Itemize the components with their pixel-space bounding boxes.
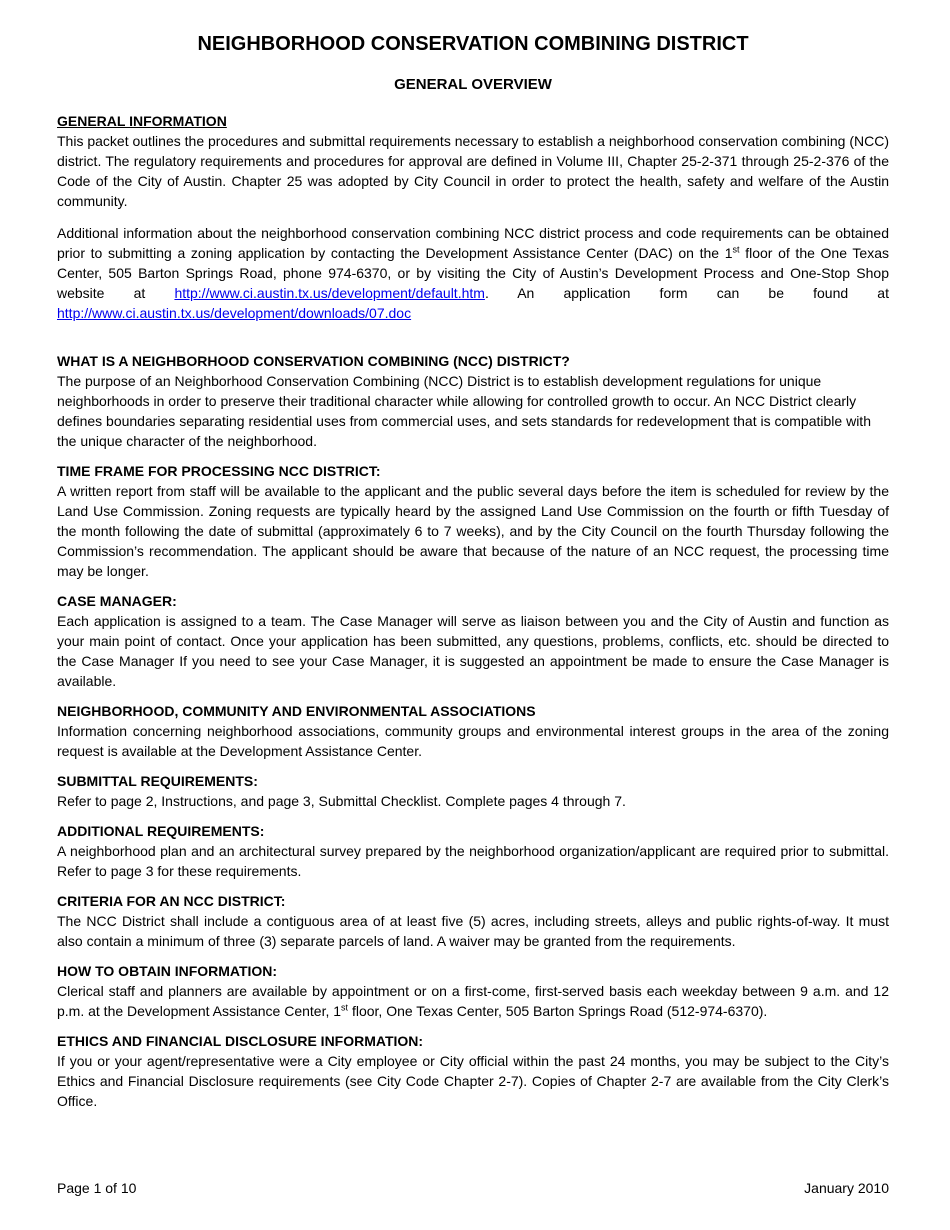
paragraph: Refer to page 2, Instructions, and page 3, Submittal Checklist. Complete pages 4 through 7. — [57, 793, 626, 809]
paragraph: Information concerning neighborhood associations, community groups and environmental interest groups in the area of the zoning request is available at the Development Assistance Center. — [57, 723, 889, 759]
section-heading-how-to-obtain-information: HOW TO OBTAIN INFORMATION: — [57, 963, 278, 979]
section-heading-case-manager: CASE MANAGER: — [57, 593, 177, 609]
section-heading-ethics-disclosure: ETHICS AND FINANCIAL DISCLOSURE INFORMATION: — [57, 1033, 424, 1049]
superscript: st — [341, 1002, 349, 1013]
section-how-to-obtain-information — [57, 961, 889, 1021]
section-time-frame — [57, 461, 889, 581]
section-heading-criteria: CRITERIA FOR AN NCC DISTRICT: — [57, 893, 286, 909]
section-ethics-disclosure — [57, 1031, 889, 1111]
paragraph: A neighborhood plan and an architectural survey prepared by the neighborhood organization/applicant are required prior to submittal. Refer to page 3 for these requirements. — [57, 843, 889, 879]
section-heading-submittal-requirements: SUBMITTAL REQUIREMENTS: — [57, 773, 258, 789]
footer-page-number: Page 1 of 10 — [57, 1180, 137, 1196]
section-criteria — [57, 891, 889, 951]
section-heading-associations: NEIGHBORHOOD, COMMUNITY AND ENVIRONMENTAL ASSOCIATIONS — [57, 703, 536, 719]
paragraph: This packet outlines the procedures and submittal requirements necessary to establish a neighborhood conservation combining (NCC) district. The regulatory requirements and procedures for approval are defined in Volume III, Chapter 25-2-371 through 25-2-376 of the Code of the City of Austin. Chapter 25 was adopted by City Council in order to protect the health, safety and welfare of the Austin community. — [57, 133, 889, 209]
section-heading-additional-requirements: ADDITIONAL REQUIREMENTS: — [57, 823, 265, 839]
hyperlink[interactable]: http://www.ci.austin.tx.us/development/default.htm — [174, 285, 485, 301]
section-what-is-ncc-district — [57, 351, 889, 451]
section-heading-general-information: GENERAL INFORMATION — [57, 113, 227, 129]
hyperlink[interactable]: http://www.ci.austin.tx.us/development/downloads/07.doc — [57, 305, 412, 321]
section-case-manager — [57, 591, 889, 691]
section-heading-time-frame: TIME FRAME FOR PROCESSING NCC DISTRICT: — [57, 463, 381, 479]
section-heading-what-is-ncc-district: WHAT IS A NEIGHBORHOOD CONSERVATION COMBINING (NCC) DISTRICT? — [57, 353, 570, 369]
paragraph: The NCC District shall include a contiguous area of at least five (5) acres, including streets, alleys and public rights-of-way. It must also contain a minimum of three (3) separate parcels of land. A waiver may be granted from the requirements. — [57, 913, 889, 949]
section-associations — [57, 701, 889, 761]
section-general-information — [57, 111, 889, 323]
paragraph: If you or your agent/representative were a City employee or City official within the past 24 months, you may be subject to the City’s Ethics and Financial Disclosure requirements (see City Code Chapter 2-7). Copies of Chapter 2-7 are available from the City Clerk’s Office. — [57, 1053, 889, 1109]
section-submittal-requirements — [57, 771, 889, 811]
paragraph: Each application is assigned to a team. The Case Manager will serve as liaison between you and the City of Austin and function as your main point of contact. Once your application has been submitted, any questions, problems, conflicts, etc. should be directed to the Case Manager If you need to see your Case Manager, it is suggested an appointment be made to ensure the Case Manager is available. — [57, 613, 889, 689]
paragraph: Additional information about the neighborhood conservation combining NCC district process and code requirements can be obtained prior to submitting a zoning application by contacting the Development Assistance Center (DAC) on the 1st floor of the One Texas Center, 505 Barton Springs Road, phone 974-6370, or by visiting the City of Austin’s Development Process and One-Stop Shop website at http://www.ci.austin.tx.us/development/default.htm. An application form can be found at http://www.ci.austin.tx.us/development/downloads/07.doc — [57, 225, 889, 321]
page-footer — [57, 1178, 889, 1198]
paragraph: The purpose of an Neighborhood Conservation Combining (NCC) District is to establish development regulations for unique neighborhoods in order to preserve their traditional character while allowing for controlled growth to occur. An NCC District clearly defines boundaries separating residential uses from commercial uses, and sets standards for redevelopment that is compatible with the unique character of the neighborhood. — [57, 373, 871, 449]
section-additional-requirements — [57, 821, 889, 881]
document-subtitle: GENERAL OVERVIEW — [394, 76, 552, 93]
superscript: st — [732, 244, 740, 255]
footer-date: January 2010 — [804, 1180, 889, 1196]
paragraph: Clerical staff and planners are available by appointment or on a first-come, first-served basis each weekday between 9 a.m. and 12 p.m. at the Development Assistance Center, 1st floor, One Texas Center, 505 Barton Springs Road (512-974-6370). — [57, 983, 889, 1019]
document-title: NEIGHBORHOOD CONSERVATION COMBINING DISTRICT — [197, 33, 749, 55]
paragraph: A written report from staff will be available to the applicant and the public several days before the item is scheduled for review by the Land Use Commission. Zoning requests are typically heard by the assigned Land Use Commission on the fourth or fifth Tuesday of the month following the date of submittal (approximately 6 to 7 weeks), and by the City Council on the fourth Thursday following the Commission’s recommendation. The applicant should be aware that because of the nature of an NCC request, the processing time may be longer. — [57, 483, 889, 579]
